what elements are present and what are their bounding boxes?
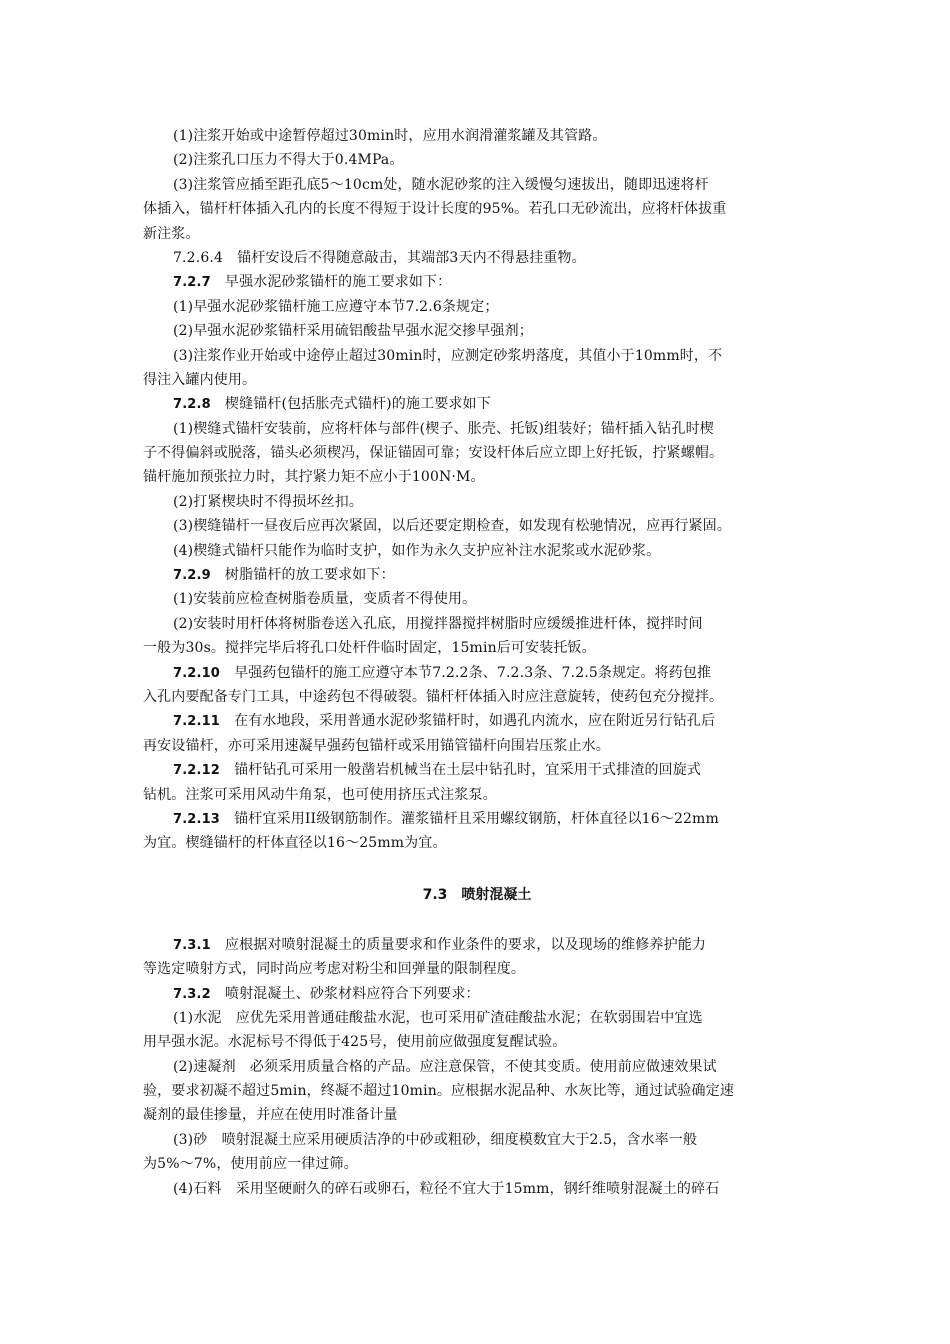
- text-line: [143, 1103, 811, 1127]
- text-line: [143, 831, 811, 855]
- paragraph: [143, 661, 811, 710]
- line-text: 验，要求初凝不超过5min，终凝不超过10min。应根据水泥品种、水灰比等，通过试验确定速: [143, 1083, 735, 1100]
- line-text: (3)楔缝锚杆一昼夜后应再次紧固，以后还要定期检查，如发现有松驰情况，应再行紧固。: [173, 518, 731, 535]
- clauses-7-3: [143, 933, 811, 1201]
- line-text: 子不得偏斜或脱落，锚头必须楔冯，保证锚固可靠；安设杆体后应立即上好托钣，拧紧螺帽。: [143, 445, 724, 462]
- line-text: 凝剂的最佳掺量，并应在使用时准备计量: [143, 1107, 398, 1124]
- line-text: 树脂锚杆的放工要求如下：: [210, 567, 395, 584]
- text-line: [143, 465, 811, 489]
- line-text: 楔缝锚杆(包括胀壳式锚杆)的施工要求如下: [210, 396, 491, 413]
- section-heading: 7.3 喷射混凝土: [422, 886, 532, 903]
- paragraph: [143, 148, 811, 172]
- line-text: (1)安装前应检查树脂卷质量，变质者不得使用。: [173, 591, 477, 608]
- paragraph: [143, 246, 811, 270]
- text-line: [143, 661, 811, 685]
- line-text: (2)注浆孔口压力不得大于0.4MPa。: [173, 152, 404, 169]
- text-line: [143, 1006, 811, 1030]
- paragraph: [143, 563, 811, 587]
- paragraph: [143, 1128, 811, 1177]
- text-line: [143, 441, 811, 465]
- text-line: [143, 563, 811, 587]
- text-line: [143, 514, 811, 538]
- paragraph: [143, 807, 811, 856]
- text-line: [143, 1055, 811, 1079]
- text-line: [143, 1177, 811, 1201]
- text-line: [143, 124, 811, 148]
- paragraph: [143, 612, 811, 661]
- paragraph: [143, 758, 811, 807]
- line-text: 锚杆施加预张拉力时，其拧紧力矩不应小于100N·M。: [143, 469, 485, 486]
- text-line: [143, 539, 811, 563]
- clause-number: 7.3.2: [173, 986, 211, 1002]
- clause-number: 7.2.7: [173, 275, 211, 291]
- line-text: 早强水泥砂浆锚杆的施工要求如下：: [210, 274, 452, 291]
- paragraph: [143, 982, 811, 1006]
- line-text: (2)安装时用杆体将树脂卷送入孔底，用搅拌器搅拌树脂时应缓缓推进杆体，搅拌时间: [173, 615, 703, 632]
- text-line: [143, 1152, 811, 1176]
- clause-number: 7.2.10: [173, 665, 220, 681]
- line-text: 等选定喷射方式，同时尚应考虑对粉尘和回弹量的限制程度。: [143, 961, 526, 978]
- text-line: [143, 587, 811, 611]
- line-text: (4)石料 采用坚硬耐久的碎石或卵石，粒径不宜大于15mm，钢纤维喷射混凝土的碎石: [173, 1180, 720, 1197]
- document-page: [143, 124, 811, 1201]
- line-text: (3)砂 喷射混凝土应采用硬质洁净的中砂或粗砂，细度模数宜大于2.5，含水率一般: [173, 1131, 698, 1148]
- paragraph: [143, 173, 811, 246]
- text-line: [143, 709, 811, 733]
- paragraph: [143, 270, 811, 294]
- clause-number: 7.2.12: [173, 763, 220, 779]
- paragraph: [143, 344, 811, 393]
- line-text: 入孔内要配备专门工具，中途药包不得破裂。锚杆杆体插入时应注意旋转，使药包充分搅拌。: [143, 688, 724, 705]
- line-text: (1)注浆开始或中途暂停超过30min时，应用水润滑灌浆罐及其管路。: [173, 128, 607, 144]
- paragraph: [143, 392, 811, 416]
- line-text: 锚杆钻孔可采用一般凿岩机械当在土层中钻孔时，宜采用干式排渣的回旋式: [219, 762, 702, 779]
- line-text: 新注浆。: [143, 225, 200, 242]
- text-line: [143, 270, 811, 294]
- line-text: (4)楔缝式锚杆只能作为临时支护，如作为永久支护应补注水泥浆或水泥砂浆。: [173, 542, 661, 559]
- line-text: 体插入，锚杆杆体插入孔内的长度不得短于设计长度的95%。若孔口无砂流出，应将杆体拔重: [143, 201, 727, 218]
- text-line: [143, 295, 811, 319]
- paragraph: [143, 1055, 811, 1128]
- text-line: [143, 148, 811, 172]
- line-text: 应根据对喷射混凝土的质量要求和作业条件的要求，以及现场的维修养护能力: [210, 936, 707, 953]
- text-line: [143, 734, 811, 758]
- text-line: [143, 246, 811, 270]
- line-text: 一般为30s。搅拌完毕后将孔口处杆件临时固定，15min后可安装托钣。: [143, 640, 596, 657]
- text-line: [143, 933, 811, 957]
- line-text: (3)注浆作业开始或中途停止超过30min时，应测定砂浆坍落度，其值小于10mm时，不: [173, 347, 723, 364]
- text-line: [143, 807, 811, 831]
- text-line: [143, 1079, 811, 1103]
- text-line: [143, 685, 811, 709]
- line-text: (2)早强水泥砂浆锚杆采用硫铝酸盐早强水泥交掺早强剂；: [173, 323, 533, 340]
- line-text: (2)打紧楔块时不得损坏丝扣。: [173, 493, 364, 510]
- paragraph: [143, 933, 811, 982]
- text-line: [143, 368, 811, 392]
- line-text: (1)早强水泥砂浆锚杆施工应遵守本节7.2.6条规定；: [173, 298, 499, 315]
- paragraph: [143, 295, 811, 319]
- clause-number: 7.2.9: [173, 568, 211, 584]
- line-text: 为宜。楔缝锚杆的杆体直径以16～25mm为宜。: [143, 835, 447, 852]
- line-text: (2)速凝剂 必须采用质量合格的产品。应注意保管，不使其变质。使用前应做速效果试: [173, 1058, 717, 1075]
- line-text: (1)水泥 应优先采用普通硅酸盐水泥，也可采用矿渣硅酸盐水泥；在软弱围岩中宜选: [173, 1009, 703, 1026]
- line-text: (3)注浆管应插至距孔底5～10cm处，随水泥砂浆的注入缓慢匀速拔出，随即迅速将杆: [173, 176, 709, 193]
- line-text: 为5%～7%，使用前应一律过筛。: [143, 1156, 358, 1173]
- clause-number: 7.2.8: [173, 397, 211, 413]
- text-line: [143, 392, 811, 416]
- paragraph: [143, 514, 811, 538]
- clause-number: 7.3.1: [173, 937, 211, 953]
- line-text: 再安设锚杆，亦可采用速凝早强药包锚杆或采用锚管锚杆向围岩压浆止水。: [143, 737, 610, 754]
- clause-number: 7.2.13: [173, 811, 220, 827]
- text-line: [143, 982, 811, 1006]
- line-text: 用早强水泥。水泥标号不得低于425号，使用前应做强度复醒试验。: [143, 1034, 567, 1051]
- text-line: [143, 612, 811, 636]
- line-text: 早强药包锚杆的施工应遵守本节7.2.2条、7.2.3条、7.2.5条规定。将药包推: [219, 664, 712, 681]
- line-text: 得注入罐内使用。: [143, 371, 257, 388]
- line-text: 喷射混凝土、砂浆材料应符合下列要求：: [210, 985, 480, 1002]
- line-text: 7.2.6.4 锚杆安设后不得随意敲击，其端部3天内不得悬挂重物。: [173, 249, 586, 266]
- paragraph: [143, 1177, 811, 1201]
- paragraph: [143, 490, 811, 514]
- clause-number: 7.2.11: [173, 714, 220, 730]
- clauses-7-2: [143, 124, 811, 856]
- text-line: [143, 783, 811, 807]
- text-line: [143, 417, 811, 441]
- line-text: 钻机。注浆可采用风动牛角泵，也可使用挤压式注浆泵。: [143, 786, 497, 803]
- text-line: [143, 636, 811, 660]
- paragraph: [143, 1006, 811, 1055]
- paragraph: [143, 587, 811, 611]
- text-line: [143, 222, 811, 246]
- text-line: [143, 758, 811, 782]
- line-text: 锚杆宜采用II级钢筋制作。灌浆锚杆且采用螺纹钢筋，杆体直径以16～22mm: [219, 810, 719, 827]
- text-line: [143, 957, 811, 981]
- paragraph: [143, 417, 811, 490]
- paragraph: [143, 124, 811, 148]
- text-line: [143, 344, 811, 368]
- text-line: [143, 1030, 811, 1054]
- text-line: [143, 319, 811, 343]
- text-line: [143, 1128, 811, 1152]
- paragraph: [143, 539, 811, 563]
- line-text: 在有水地段，采用普通水泥砂浆锚杆时，如遇孔内流水，应在附近另行钻孔后: [219, 713, 716, 730]
- paragraph: [143, 319, 811, 343]
- line-text: (1)楔缝式锚杆安装前，应将杆体与部件(楔子、胀壳、托钣)组装好；锚杆插入钻孔时楔: [173, 420, 714, 437]
- text-line: [143, 197, 811, 221]
- text-line: [143, 490, 811, 514]
- text-line: [143, 173, 811, 197]
- paragraph: [143, 709, 811, 758]
